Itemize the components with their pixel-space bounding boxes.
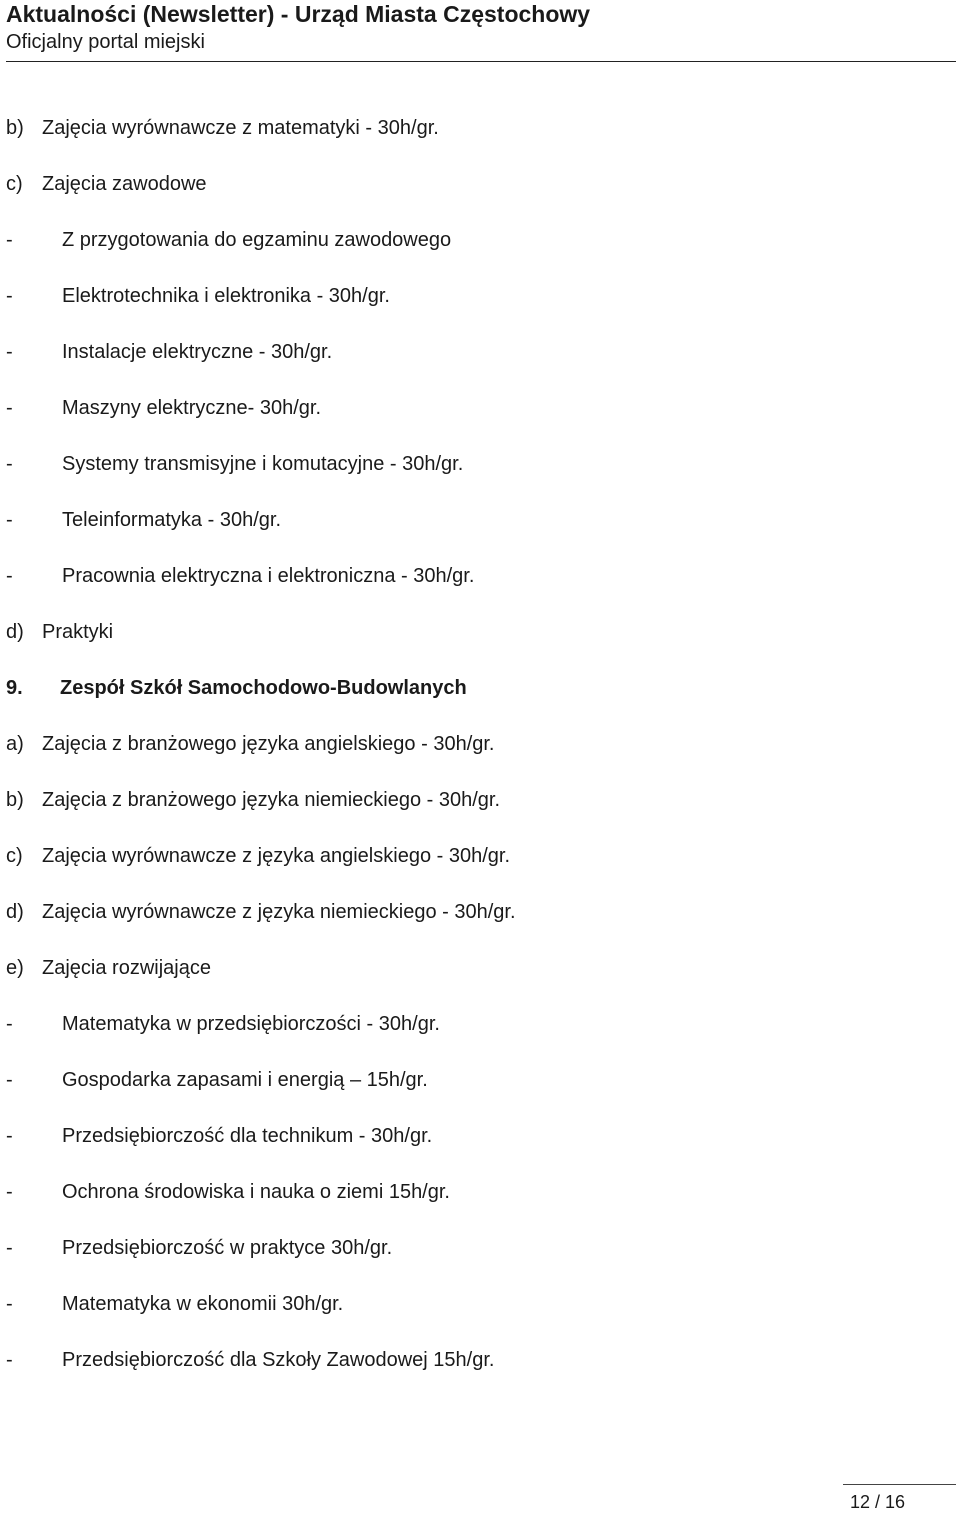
list-marker: - (6, 341, 13, 363)
list-marker: b) (6, 117, 24, 139)
list-item-text: Zajęcia wyrównawcze z języka niemieckiego - 30h/gr. (42, 901, 516, 923)
header-divider (6, 61, 956, 62)
list-marker: d) (6, 901, 24, 923)
section-title: Zespół Szkół Samochodowo-Budowlanych (60, 677, 467, 699)
list-item-text: Zajęcia rozwijające (42, 957, 211, 979)
list-item-text: Przedsiębiorczość dla Szkoły Zawodowej 15h/gr. (62, 1349, 495, 1371)
list-item-text: Matematyka w przedsiębiorczości - 30h/gr. (62, 1013, 440, 1035)
list-marker: d) (6, 621, 24, 643)
list-marker: - (6, 1013, 13, 1035)
list-item (6, 562, 946, 618)
list-marker: c) (6, 845, 23, 867)
list-item (6, 450, 946, 506)
list-item-text: Gospodarka zapasami i energią – 15h/gr. (62, 1069, 428, 1091)
list-item (6, 786, 946, 842)
list-item-text: Maszyny elektryczne- 30h/gr. (62, 397, 321, 419)
list-marker: e) (6, 957, 24, 979)
list-item-text: Praktyki (42, 621, 114, 643)
list-item-text: Teleinformatyka - 30h/gr. (62, 509, 281, 531)
list-item (6, 842, 946, 898)
list-item-text: Zajęcia z branżowego języka niemieckiego - 30h/gr. (42, 789, 501, 811)
list-item (6, 1066, 946, 1122)
list-item (6, 338, 946, 394)
page-subtitle: Oficjalny portal miejski (6, 31, 205, 53)
list-item (6, 1290, 946, 1346)
list-item-text: Systemy transmisyjne i komutacyjne - 30h/gr. (62, 453, 464, 475)
list-item (6, 1122, 946, 1178)
list-item-text: Ochrona środowiska i nauka o ziemi 15h/gr. (62, 1181, 450, 1203)
list-item (6, 954, 946, 1010)
list-item-text: Matematyka w ekonomii 30h/gr. (62, 1293, 344, 1315)
list-item (6, 506, 946, 562)
list-marker: c) (6, 173, 23, 195)
list-item-text: Instalacje elektryczne - 30h/gr. (62, 341, 333, 363)
page-number: 12 / 16 (850, 1492, 906, 1512)
list-item-text: Zajęcia wyrównawcze z języka angielskiego - 30h/gr. (42, 845, 510, 867)
list-item-text: Zajęcia zawodowe (42, 173, 207, 195)
section-heading (6, 674, 946, 730)
list-item (6, 618, 946, 674)
list-item-text: Elektrotechnika i elektronika - 30h/gr. (62, 285, 390, 307)
list-item-text: Z przygotowania do egzaminu zawodowego (62, 229, 452, 251)
list-marker: - (6, 1181, 13, 1203)
list-item (6, 226, 946, 282)
list-item (6, 1346, 946, 1402)
document-body (6, 114, 946, 1402)
list-marker: - (6, 1293, 13, 1315)
list-item-text: Przedsiębiorczość w praktyce 30h/gr. (62, 1237, 393, 1259)
page-title: Aktualności (Newsletter) - Urząd Miasta Częstochowy (6, 1, 591, 27)
list-item (6, 114, 946, 170)
list-item (6, 394, 946, 450)
list-marker: b) (6, 789, 24, 811)
list-item (6, 730, 946, 786)
list-marker: - (6, 1125, 13, 1147)
list-marker: - (6, 509, 13, 531)
section-number: 9. (6, 677, 23, 699)
list-marker: - (6, 1069, 13, 1091)
list-item-text: Zajęcia wyrównawcze z matematyki - 30h/gr. (42, 117, 439, 139)
list-marker: a) (6, 733, 24, 755)
list-marker: - (6, 229, 13, 251)
list-item (6, 282, 946, 338)
list-marker: - (6, 1237, 13, 1259)
list-item (6, 1178, 946, 1234)
list-marker: - (6, 285, 13, 307)
list-item (6, 1010, 946, 1066)
list-item-text: Przedsiębiorczość dla technikum - 30h/gr. (62, 1125, 433, 1147)
list-item (6, 898, 946, 954)
list-item (6, 1234, 946, 1290)
list-marker: - (6, 453, 13, 475)
list-item-text: Pracownia elektryczna i elektroniczna - 30h/gr. (62, 565, 475, 587)
list-marker: - (6, 1349, 13, 1371)
list-marker: - (6, 397, 13, 419)
list-item-text: Zajęcia z branżowego języka angielskiego - 30h/gr. (42, 733, 495, 755)
list-item (6, 170, 946, 226)
list-marker: - (6, 565, 13, 587)
footer-divider (843, 1484, 956, 1485)
